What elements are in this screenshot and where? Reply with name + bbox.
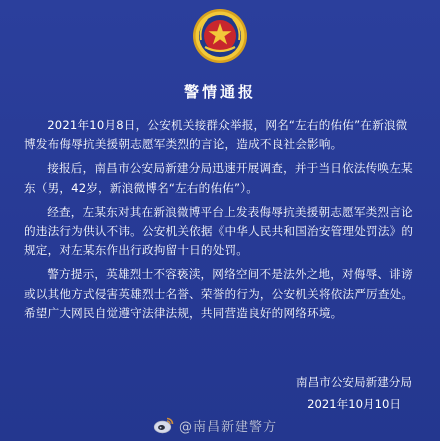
notice-title: 警情通报: [183, 83, 256, 101]
notice-signature: [296, 371, 412, 415]
weibo-watermark: [153, 414, 277, 436]
issuer-name: 南昌市公安局新建分局: [296, 375, 412, 389]
notice-paragraph-2: 接报后，南昌市公安局新建分局迅速开展调查，并于当日依法传唤左某东（男，42岁，新浪微博名“左右的佑佑”）。: [24, 161, 413, 195]
police-badge-icon: [192, 8, 248, 64]
watermark-handle: @南昌新建警方: [179, 419, 278, 435]
weibo-icon: [153, 416, 175, 434]
notice-body: [24, 116, 418, 328]
notice-paragraph-3: 经查，左某东对其在新浪微博平台上发表侮辱抗美援朝志愿军类烈言论的违法行为供认不讳。公安机关依据《中华人民共和国治安管理处罚法》的规定，对左某东作出行政拘留十日的处罚。: [24, 204, 414, 258]
issue-date: 2021年10月10日: [307, 397, 401, 411]
notice-paragraph-4: 警方提示，英雄烈士不容亵渎，网络空间不是法外之地，对侮辱、诽谤或以其他方式侵害英雄烈士名誉、荣誉的行为，公安机关将依法严厉查处。希望广大网民自觉遵守法律法规，共同营造良好的网络环境。: [24, 267, 414, 320]
notice-paragraph-1: 2021年10月8日，公安机关接群众举报，网名“左右的佑佑”在新浪微博发布侮辱抗美援朝志愿军类烈的言论，造成不良社会影响。: [24, 118, 408, 152]
